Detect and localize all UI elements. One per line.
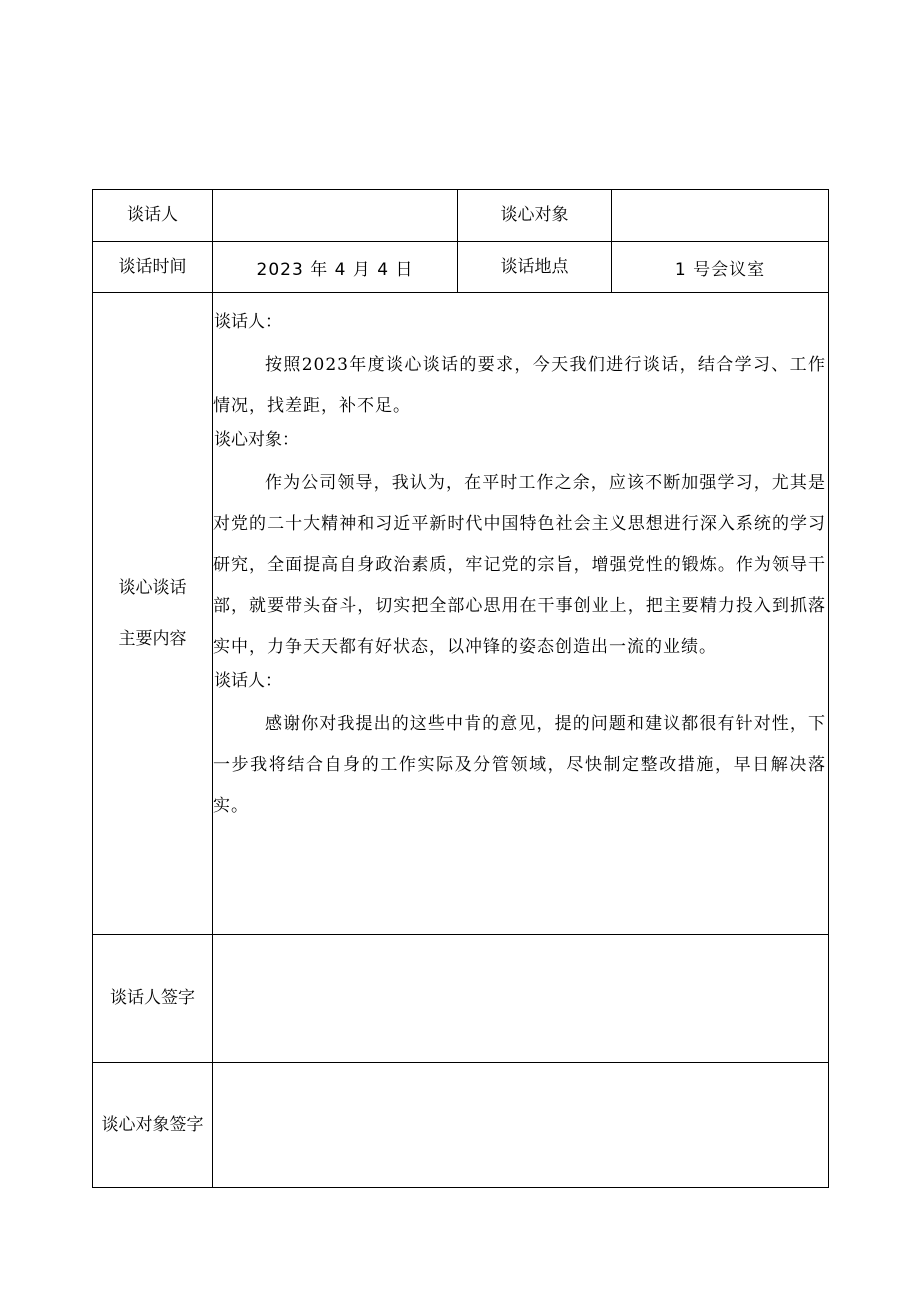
talk-record-form bbox=[92, 189, 829, 1188]
content-body[interactable] bbox=[213, 293, 829, 935]
content-label-line2: 主要内容 bbox=[118, 628, 187, 649]
place-label: 谈话地点 bbox=[458, 242, 612, 293]
dialogue-text: 感谢你对我提出的这些中肯的意见，提的问题和建议都很有针对性，下一步我将结合自身的工作实际及分管领域，尽快制定整改措施，早日解决落实。 bbox=[213, 714, 826, 816]
speaker-label: 谈话人 bbox=[93, 190, 213, 242]
place-value[interactable]: 1 号会议室 bbox=[612, 242, 829, 293]
dialogue-text: 作为公司领导，我认为，在平时工作之余，应该不断加强学习，尤其是对党的二十大精神和习近平新时代中国特色社会主义思想进行深入系统的学习研究，全面提高自身政治素质，牢记党的宗旨，增强党性的锻炼。作为领导干部，就要带头奋斗，切实把全部心思用在干事创业上，把主要精力投入到抓落实中，力争天天都有好状态，以冲锋的姿态创造出一流的业绩。 bbox=[213, 473, 826, 657]
target-value[interactable] bbox=[612, 190, 829, 242]
content-label-line1: 谈心谈话 bbox=[118, 578, 187, 599]
time-label: 谈话时间 bbox=[93, 242, 213, 293]
speaker-sign-field[interactable] bbox=[213, 935, 829, 1063]
dialogue-speaker: 谈心对象： bbox=[214, 430, 299, 450]
content-label bbox=[93, 293, 213, 935]
time-value[interactable]: 2023 年 4 月 4 日 bbox=[213, 242, 458, 293]
dialogue-speaker: 谈话人： bbox=[214, 671, 282, 691]
row-time-place bbox=[93, 242, 829, 293]
dialogue-text: 按照2023年度谈心谈话的要求，今天我们进行谈话，结合学习、工作情况，找差距，补不足。 bbox=[213, 355, 826, 416]
row-participants bbox=[93, 190, 829, 242]
dialogue-speaker: 谈话人： bbox=[214, 312, 282, 332]
row-speaker-sign bbox=[93, 935, 829, 1063]
target-sign-label: 谈心对象签字 bbox=[93, 1063, 213, 1188]
target-label: 谈心对象 bbox=[458, 190, 612, 242]
speaker-value[interactable] bbox=[213, 190, 458, 242]
row-target-sign bbox=[93, 1063, 829, 1188]
speaker-sign-label: 谈话人签字 bbox=[93, 935, 213, 1063]
row-content bbox=[93, 293, 829, 935]
target-sign-field[interactable] bbox=[213, 1063, 829, 1188]
